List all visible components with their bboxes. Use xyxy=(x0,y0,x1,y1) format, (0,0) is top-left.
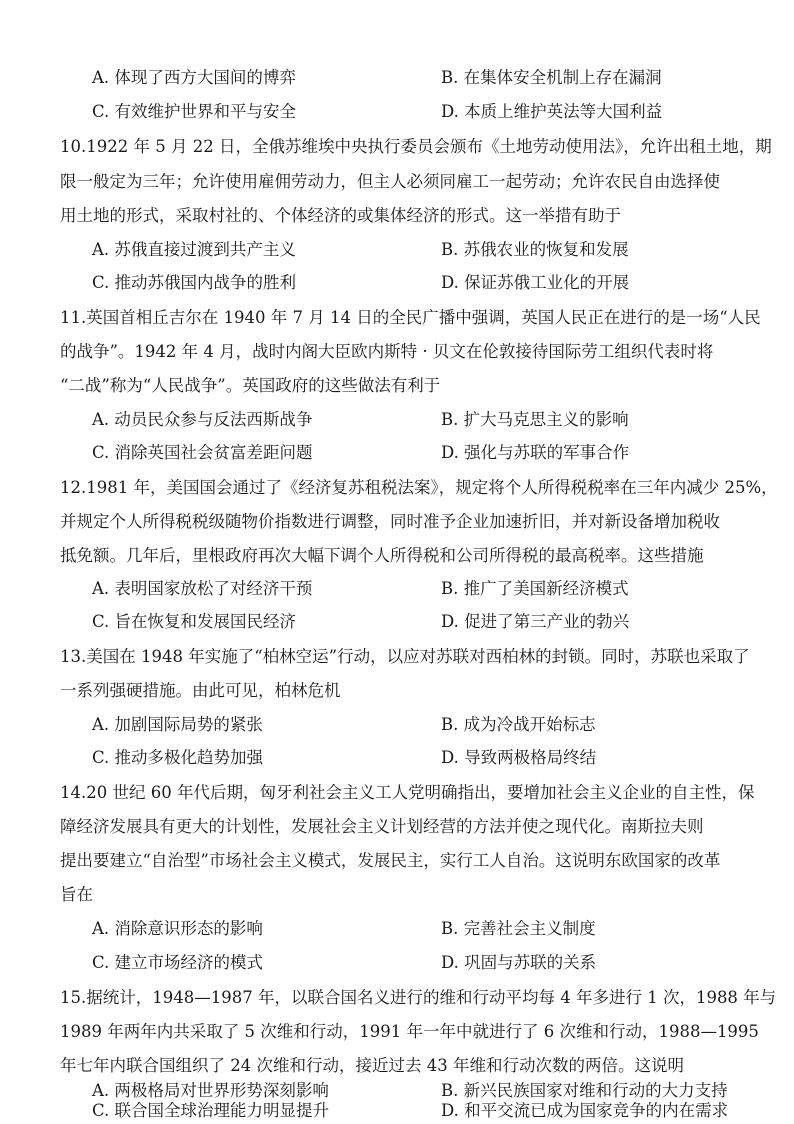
q15-stem-line-1: 15.据统计，1948—1987 年，以联合国名义进行的维和行动平均每 4 年多进行 1 次，1988 年与 xyxy=(60,988,777,1007)
q11-stem-line-3: “二战”称为“人民战争”。英国政府的这些做法有利于 xyxy=(60,376,441,395)
q14-option-a: A. 消除意识形态的影响 xyxy=(92,919,263,938)
q14-option-d: D. 巩固与苏联的关系 xyxy=(441,953,597,972)
q14-stem-line-1: 14.20 世纪 60 年代后期，匈牙利社会主义工人党明确指出，要增加社会主义企业的自主性，保 xyxy=(60,783,755,802)
q9-option-d: D. 本质上维护英法等大国利益 xyxy=(441,102,663,121)
q9-option-a: A. 体现了西方大国间的博弈 xyxy=(92,68,296,87)
q10-stem-line-1: 10.1922 年 5 月 22 日，全俄苏维埃中央执行委员会颁布《土地劳动使用法》，允许出租土地，期 xyxy=(60,137,772,156)
q10-stem-line-2: 限一般定为三年；允许使用雇佣劳动力，但主人必须同雇工一起劳动；允许农民自由选择使 xyxy=(60,172,720,191)
q9-option-b: B. 在集体安全机制上存在漏洞 xyxy=(441,68,662,87)
q13-option-c: C. 推动多极化趋势加强 xyxy=(92,748,264,767)
q12-option-c: C. 旨在恢复和发展国民经济 xyxy=(92,612,297,631)
q12-stem-line-3: 抵免额。几年后，里根政府再次大幅下调个人所得税和公司所得税的最高税率。这些措施 xyxy=(60,546,704,565)
q14-option-b: B. 完善社会主义制度 xyxy=(441,919,596,938)
q15-option-a: A. 两极格局对世界形势深刻影响 xyxy=(92,1081,329,1100)
q10-option-b: B. 苏俄农业的恢复和发展 xyxy=(441,240,629,259)
q10-option-a: A. 苏俄直接过渡到共产主义 xyxy=(92,240,296,259)
q13-stem-line-2: 一系列强硬措施。由此可见，柏林危机 xyxy=(60,681,341,700)
q15-stem-line-2: 1989 年两年内共采取了 5 次维和行动，1991 年一年中就进行了 6 次维和行动，1988—1995 xyxy=(60,1022,759,1041)
q14-stem-line-3: 提出要建立“自治型”市场社会主义模式，发展民主，实行工人自治。这说明东欧国家的改革 xyxy=(60,851,721,870)
q10-option-d: D. 保证苏俄工业化的开展 xyxy=(441,273,630,292)
q15-stem-line-3: 年七年内联合国组织了 24 次维和行动，接近过去 43 年维和行动次数的两倍。这说明 xyxy=(60,1056,684,1075)
q12-option-a: A. 表明国家放松了对经济干预 xyxy=(92,579,313,598)
q15-option-c: C. 联合国全球治理能力明显提升 xyxy=(92,1101,330,1120)
q13-option-b: B. 成为冷战开始标志 xyxy=(441,715,596,734)
q10-stem-line-3: 用土地的形式，采取村社的、个体经济的或集体经济的形式。这一举措有助于 xyxy=(60,206,621,225)
q13-option-d: D. 导致两极格局终结 xyxy=(441,748,597,767)
q9-option-c: C. 有效维护世界和平与安全 xyxy=(92,102,297,121)
q15-option-d: D. 和平交流已成为国家竞争的内在需求 xyxy=(441,1101,729,1120)
q14-option-c: C. 建立市场经济的模式 xyxy=(92,953,264,972)
q13-option-a: A. 加剧国际局势的紧张 xyxy=(92,715,263,734)
q15-option-b: B. 新兴民族国家对维和行动的大力支持 xyxy=(441,1081,728,1100)
q10-option-c: C. 推动苏俄国内战争的胜利 xyxy=(92,273,297,292)
q11-option-d: D. 强化与苏联的军事合作 xyxy=(441,443,630,462)
q14-stem-line-4: 旨在 xyxy=(60,885,93,904)
q12-option-b: B. 推广了美国新经济模式 xyxy=(441,579,629,598)
q12-stem-line-2: 并规定个人所得税税级随物价指数进行调整，同时准予企业加速折旧，并对新设备增加税收 xyxy=(60,512,720,531)
q11-stem-line-1: 11.英国首相丘吉尔在 1940 年 7 月 14 日的全民广播中强调，英国人民正在进行的是一场“人民 xyxy=(60,308,761,327)
q11-option-b: B. 扩大马克思主义的影响 xyxy=(441,410,629,429)
q13-stem-line-1: 13.美国在 1948 年实施了“柏林空运”行动，以应对苏联对西柏林的封锁。同时，苏联也采取了 xyxy=(60,647,750,666)
q11-option-a: A. 动员民众参与反法西斯战争 xyxy=(92,410,313,429)
q14-stem-line-2: 障经济发展具有更大的计划性，发展社会主义计划经营的方法并使之现代化。南斯拉夫则 xyxy=(60,817,704,836)
q12-option-d: D. 促进了第三产业的勃兴 xyxy=(441,612,630,631)
q11-stem-line-2: 的战争”。1942 年 4 月，战时内阁大臣欧内斯特 · 贝文在伦敦接待国际劳工组织代表时将 xyxy=(60,342,714,361)
q11-option-c: C. 消除英国社会贫富差距问题 xyxy=(92,443,313,462)
q12-stem-line-1: 12.1981 年，美国国会通过了《经济复苏租税法案》，规定将个人所得税税率在三年内减少 25%， xyxy=(60,478,778,497)
